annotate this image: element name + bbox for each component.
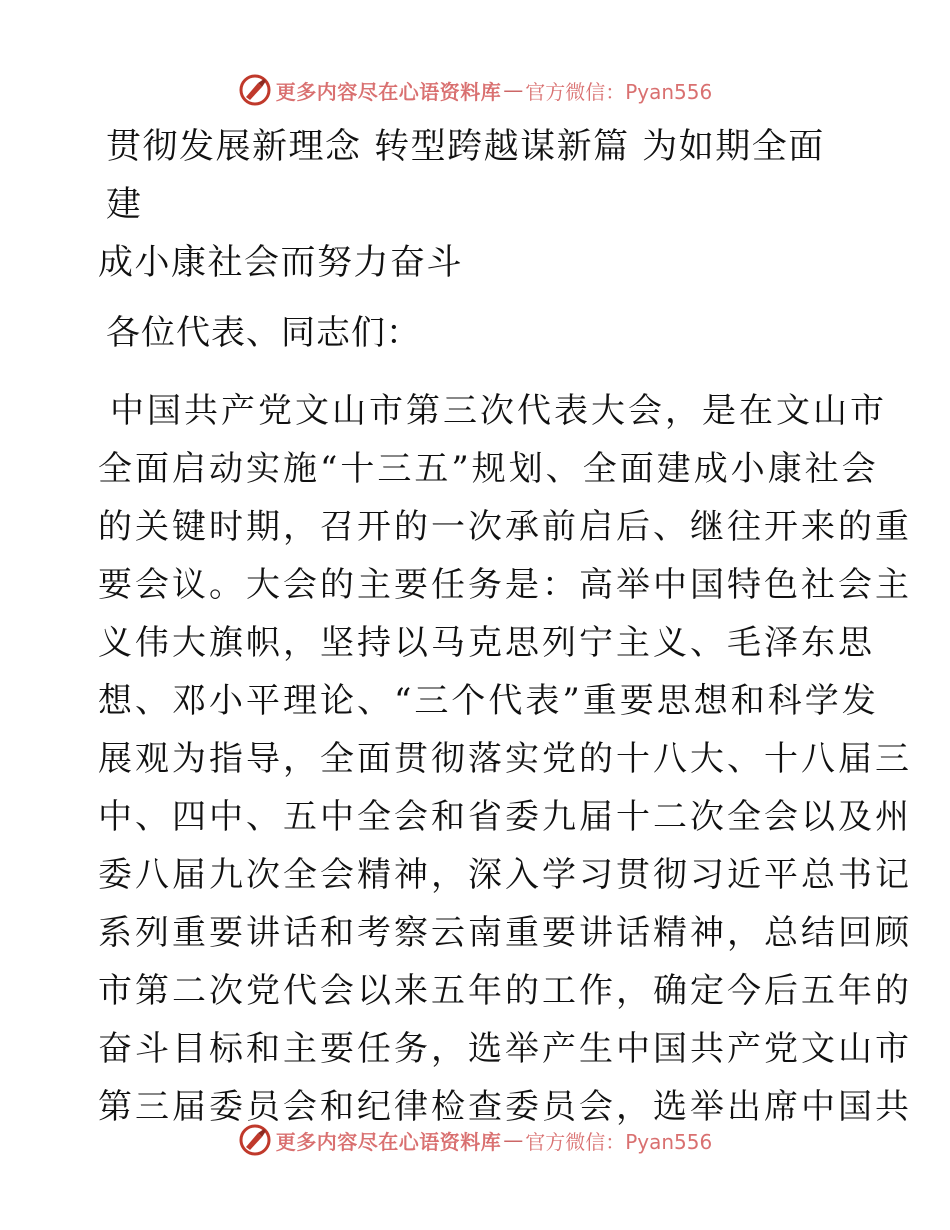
banner-text: 更多内容尽在心语资料库 (275, 1129, 502, 1154)
body-line: 全面启动实施“十三五”规划、全面建成小康社会 (98, 449, 879, 489)
pen-nib-logo-icon (238, 73, 272, 107)
body-line: 义伟大旗帜，坚持以马克思列宁主义、毛泽东思 (98, 623, 875, 663)
body-line: 展观为指导，全面贯彻落实党的十八大、十八届三 (98, 739, 912, 779)
pen-nib-logo-icon (238, 1123, 272, 1157)
banner-text: 更多内容尽在心语资料库 (275, 79, 502, 104)
title-line-2: 成小康社会而努力奋斗 (98, 243, 464, 283)
body-line: 想、邓小平理论、“三个代表”重要思想和科学发 (98, 681, 879, 721)
banner-account: 官方微信：Pyan556 (525, 1129, 713, 1154)
body-line: 中国共产党文山市第三次代表大会，是在文山市 (110, 391, 887, 431)
footer-watermark-banner (0, 1120, 950, 1160)
salutation: 各位代表、同志们： (106, 313, 421, 353)
banner-separator: — (503, 78, 524, 102)
document-title (98, 118, 858, 292)
body-line: 委八届九次全会精神，深入学习贯彻习近平总书记 (98, 855, 912, 895)
banner-separator: — (503, 1128, 524, 1152)
body-paragraph (98, 382, 912, 1136)
body-line: 第三届委员会和纪律检查委员会，选举出席中国共 (98, 1087, 912, 1127)
body-line: 中、四中、五中全会和省委九届十二次全会以及州 (98, 797, 912, 837)
body-line: 市第二次党代会以来五年的工作，确定今后五年的 (98, 971, 912, 1011)
body-line: 奋斗目标和主要任务，选举产生中国共产党文山市 (98, 1029, 912, 1069)
document-content (98, 118, 912, 1136)
title-line-1: 贯彻发展新理念 转型跨越谋新篇 为如期全面建 (106, 127, 825, 225)
body-line: 系列重要讲话和考察云南重要讲话精神，总结回顾 (98, 913, 912, 953)
banner-account: 官方微信：Pyan556 (525, 79, 713, 104)
header-watermark-banner (0, 70, 950, 110)
body-line: 的关键时期，召开的一次承前启后、继往开来的重 (98, 507, 912, 547)
body-line: 要会议。大会的主要任务是：高举中国特色社会主 (98, 565, 912, 605)
